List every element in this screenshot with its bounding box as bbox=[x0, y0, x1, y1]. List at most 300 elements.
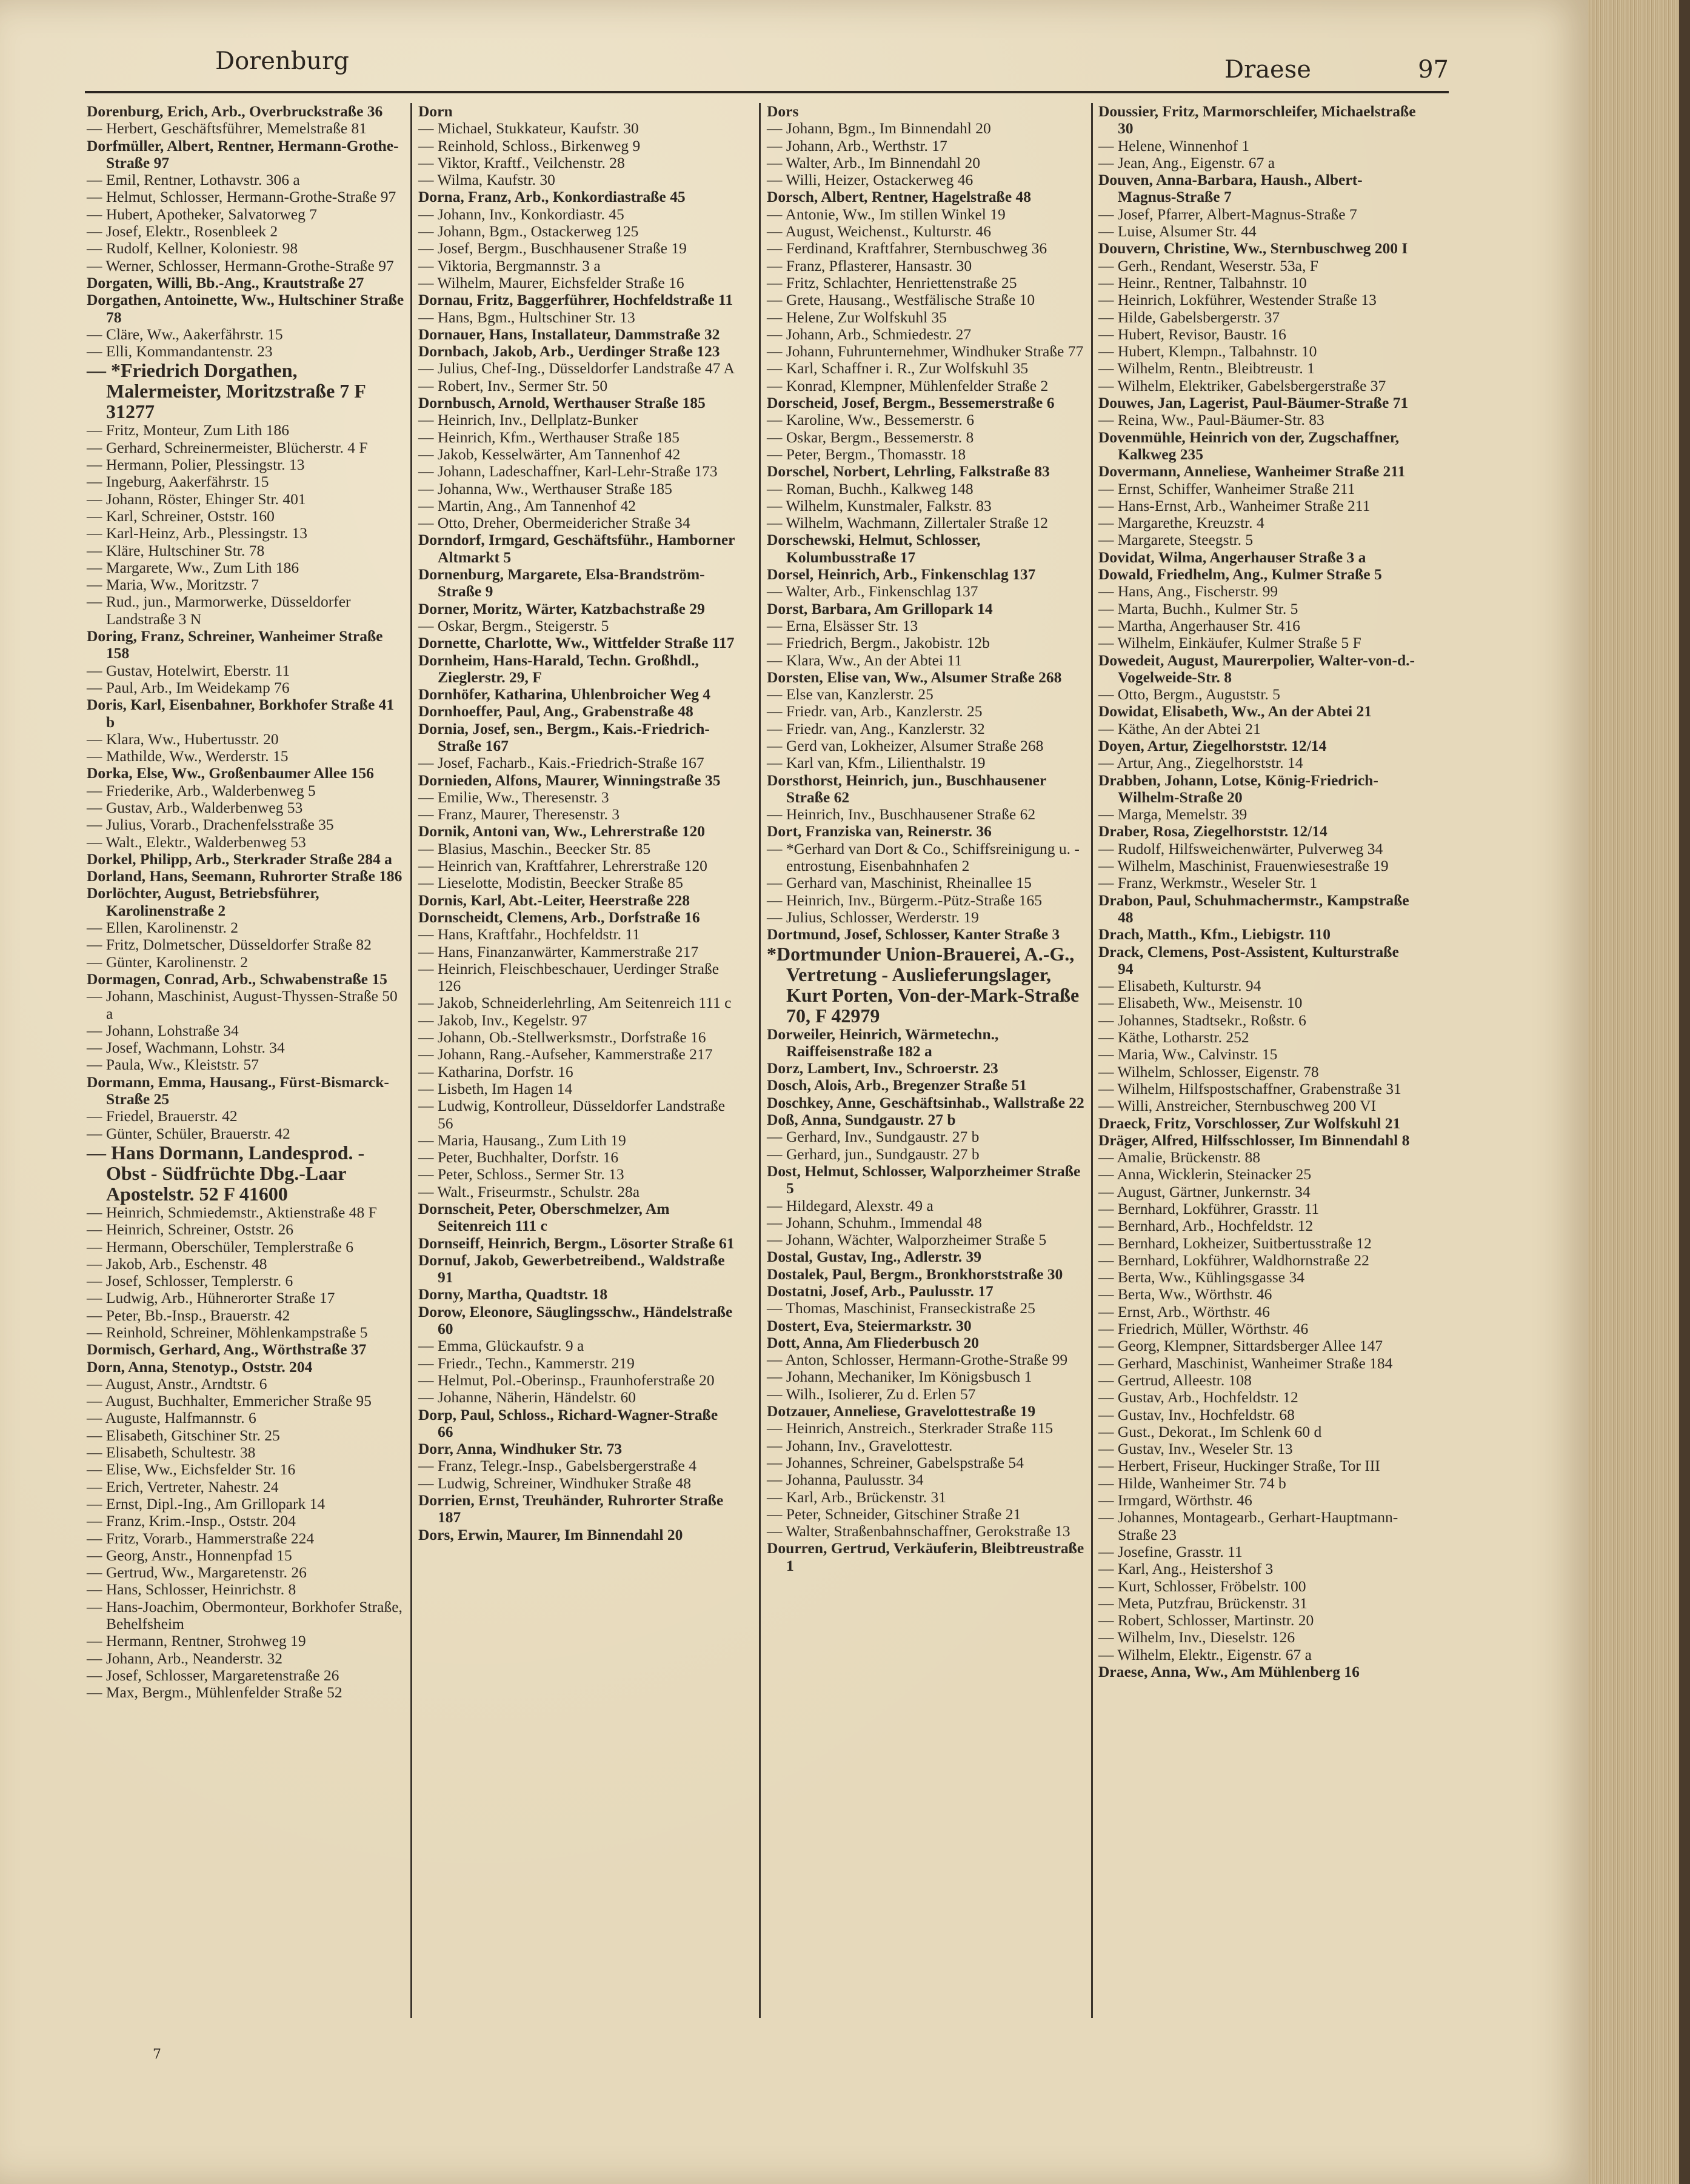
directory-entry: — Berta, Ww., Kühlingsgasse 34 bbox=[1098, 1268, 1304, 1287]
directory-entry: — Josef, Facharb., Kais.-Friedrich-Straße 167 bbox=[418, 754, 704, 772]
directory-entry: — Friederike, Arb., Walderbenweg 5 bbox=[87, 781, 316, 799]
directory-entry: — Werner, Schlosser, Hermann-Grothe-Straße 97 bbox=[87, 256, 394, 275]
directory-entry: — Helene, Winnenhof 1 bbox=[1098, 136, 1250, 155]
directory-entry: — Gustav, Inv., Weseler Str. 13 bbox=[1098, 1440, 1293, 1458]
directory-entry: — Fritz, Vorarb., Hammerstraße 224 bbox=[87, 1529, 315, 1547]
directory-entry: — Margarete, Steegstr. 5 bbox=[1098, 531, 1254, 549]
directory-entry: Dorn bbox=[418, 102, 453, 120]
directory-entry: — Ludwig, Arb., Hühnerorter Straße 17 bbox=[87, 1289, 335, 1307]
directory-entry: Doyen, Artur, Ziegelhorststr. 12/14 bbox=[1098, 736, 1327, 754]
directory-entry: — Josef, Pfarrer, Albert-Magnus-Straße 7 bbox=[1098, 205, 1357, 223]
directory-entry: — *Gerhard van Dort & Co., Schiffsreinigung u. -entrostung, Eisenbahnhafen 2 bbox=[767, 839, 1080, 875]
directory-entry: Dornscheit, Peter, Oberschmelzer, Am Seitenreich 111 c bbox=[418, 1200, 670, 1235]
directory-entry: — Heinrich, Schreiner, Oststr. 26 bbox=[87, 1220, 294, 1239]
directory-entry: — Lieselotte, Modistin, Beecker Straße 85 bbox=[418, 874, 683, 892]
directory-entry: — Wilhelm, Maschinist, Frauenwiesestraße 19 bbox=[1098, 857, 1389, 875]
directory-entry: Dowedeit, August, Maurerpolier, Walter-von-d.-Vogelweide-Str. 8 bbox=[1098, 651, 1415, 686]
directory-entry: — Johann, Mechaniker, Im Königsbusch 1 bbox=[767, 1368, 1032, 1386]
directory-entry: Dorgathen, Antoinette, Ww., Hultschiner Straße 78 bbox=[87, 291, 404, 326]
directory-entry: Dorndorf, Irmgard, Geschäftsführ., Hamborner Altmarkt 5 bbox=[418, 531, 735, 566]
directory-entry: Dovidat, Wilma, Angerhauser Straße 3 a bbox=[1098, 548, 1366, 566]
directory-entry: — Johanna, Paulusstr. 34 bbox=[767, 1471, 924, 1489]
directory-column-2 bbox=[418, 103, 736, 1543]
directory-entry: Dourren, Gertrud, Verkäuferin, Bleibtreustraße 1 bbox=[767, 1539, 1084, 1574]
directory-entry: — Gerhard, jun., Sundgaustr. 27 b bbox=[767, 1145, 980, 1163]
directory-entry: Dornis, Karl, Abt.-Leiter, Heerstraße 228 bbox=[418, 891, 690, 909]
directory-entry: — Hans Dormann, Landesprod. - Obst - Südfrüchte Dbg.-Laar Apostelstr. 52 F 41600 bbox=[87, 1141, 365, 1205]
directory-entry: — Klara, Ww., An der Abtei 11 bbox=[767, 651, 962, 669]
directory-entry: — Wilh., Isolierer, Zu d. Erlen 57 bbox=[767, 1385, 976, 1403]
directory-entry: — Karl, Ang., Heistershof 3 bbox=[1098, 1560, 1274, 1578]
directory-entry: — Wilma, Kaufstr. 30 bbox=[418, 171, 555, 189]
directory-entry: — Friedr. van, Arb., Kanzlerstr. 25 bbox=[767, 702, 983, 721]
directory-entry: — Maria, Hausang., Zum Lith 19 bbox=[418, 1131, 626, 1149]
directory-entry: — Karl, Schaffner i. R., Zur Wolfskuhl 35 bbox=[767, 359, 1029, 378]
directory-entry: — Hermann, Rentner, Strohweg 19 bbox=[87, 1632, 306, 1650]
directory-entry: — Artur, Ang., Ziegelhorststr. 14 bbox=[1098, 754, 1303, 772]
directory-entry: — Kläre, Hultschiner Str. 78 bbox=[87, 541, 265, 559]
directory-entry: — Wilhelm, Kunstmaler, Falkstr. 83 bbox=[767, 496, 992, 514]
directory-entry: — Heinrich, Anstreich., Sterkrader Straße 115 bbox=[767, 1419, 1054, 1437]
directory-entry: Dornik, Antoni van, Ww., Lehrerstraße 120 bbox=[418, 822, 705, 841]
directory-entry: Drach, Matth., Kfm., Liebigstr. 110 bbox=[1098, 925, 1331, 944]
directory-entry: — Günter, Karolinenstr. 2 bbox=[87, 953, 248, 971]
directory-entry: Dormann, Emma, Hausang., Fürst-Bismarck-Straße 25 bbox=[87, 1073, 389, 1108]
directory-entry: — Karl, Schreiner, Oststr. 160 bbox=[87, 507, 275, 525]
directory-entry: — Karoline, Ww., Bessemerstr. 6 bbox=[767, 411, 975, 429]
directory-column-3 bbox=[767, 103, 1085, 1574]
directory-entry: — Gerhard, Inv., Sundgaustr. 27 b bbox=[767, 1128, 980, 1146]
directory-entry: — Heinrich, Schmiedemstr., Aktienstraße 48 F bbox=[87, 1203, 377, 1221]
directory-entry: — Hilde, Gabelsbergerstr. 37 bbox=[1098, 308, 1280, 326]
directory-entry: — Johann, Rang.-Aufseher, Kammerstraße 217 bbox=[418, 1045, 713, 1064]
directory-entry: — Gerhard van, Maschinist, Rheinallee 15 bbox=[767, 874, 1032, 892]
directory-entry: Dornseiff, Heinrich, Bergm., Lösorter Straße 61 bbox=[418, 1234, 735, 1252]
directory-entry: — Josef, Bergm., Buschhausener Straße 19 bbox=[418, 239, 687, 258]
directory-entry: — Oskar, Bergm., Steigerstr. 5 bbox=[418, 616, 609, 634]
directory-entry: — Gust., Dekorat., Im Schlenk 60 d bbox=[1098, 1422, 1322, 1440]
directory-entry: Dorweiler, Heinrich, Wärmetechn., Raiffeisenstraße 182 a bbox=[767, 1025, 999, 1060]
directory-entry: — Viktor, Kraftf., Veilchenstr. 28 bbox=[418, 153, 625, 171]
directory-entry: Drabon, Paul, Schuhmachermstr., Kampstraße 48 bbox=[1098, 891, 1409, 926]
directory-entry: — Friedr. van, Ang., Kanzlerstr. 32 bbox=[767, 719, 985, 737]
directory-entry: — Willi, Anstreicher, Sternbuschweg 200 VI bbox=[1098, 1097, 1377, 1115]
page-number: 97 bbox=[1418, 56, 1449, 84]
directory-entry: Dornauer, Hans, Installateur, Dammstraße 32 bbox=[418, 325, 720, 343]
directory-entry: — Blasius, Maschin., Beecker Str. 85 bbox=[418, 839, 651, 857]
directory-entry: Dorner, Moritz, Wärter, Katzbachstraße 29 bbox=[418, 599, 705, 618]
directory-entry: Dräger, Alfred, Hilfsschlosser, Im Binnendahl 8 bbox=[1098, 1131, 1410, 1149]
directory-entry: — Martha, Angerhauser Str. 416 bbox=[1098, 616, 1300, 634]
directory-entry: Doris, Karl, Eisenbahner, Borkhofer Straße 41 b bbox=[87, 696, 395, 731]
directory-entry: — Robert, Inv., Sermer Str. 50 bbox=[418, 376, 608, 395]
directory-entry: — Hans, Kraftfahr., Hochfeldstr. 11 bbox=[418, 925, 640, 944]
directory-entry: — Friedel, Brauerstr. 42 bbox=[87, 1107, 238, 1125]
directory-entry: — Hermann, Polier, Plessingstr. 13 bbox=[87, 456, 305, 474]
directory-entry: — Margarethe, Kreuzstr. 4 bbox=[1098, 514, 1264, 532]
directory-entry: — Maria, Ww., Moritzstr. 7 bbox=[87, 576, 259, 594]
directory-entry: Dorsten, Elise van, Ww., Alsumer Straße 268 bbox=[767, 668, 1062, 686]
directory-entry: — Hans, Ang., Fischerstr. 99 bbox=[1098, 582, 1278, 601]
directory-entry: — Josef, Schlosser, Margaretenstraße 26 bbox=[87, 1666, 339, 1684]
directory-entry: — Gustav, Arb., Walderbenweg 53 bbox=[87, 798, 303, 816]
directory-entry: — Friedr., Techn., Kammerstr. 219 bbox=[418, 1354, 635, 1372]
directory-entry: — Marga, Memelstr. 39 bbox=[1098, 805, 1247, 824]
directory-entry: Dorz, Lambert, Inv., Schroerstr. 23 bbox=[767, 1059, 998, 1077]
directory-entry: — Helene, Zur Wolfskuhl 35 bbox=[767, 308, 947, 326]
directory-entry: — Irmgard, Wörthstr. 46 bbox=[1098, 1491, 1252, 1510]
directory-entry: — Gustav, Inv., Hochfeldstr. 68 bbox=[1098, 1405, 1295, 1423]
directory-entry: — Ernst, Schiffer, Wanheimer Straße 211 bbox=[1098, 479, 1355, 498]
directory-entry: — Franz, Pflasterer, Hansastr. 30 bbox=[767, 256, 972, 275]
directory-entry: — Grete, Hausang., Westfälische Straße 10 bbox=[767, 291, 1035, 309]
directory-entry: Dorka, Else, Ww., Großenbaumer Allee 156 bbox=[87, 764, 374, 782]
directory-entry: — Elisabeth, Gitschiner Str. 25 bbox=[87, 1426, 280, 1444]
directory-entry: — Johann, Arb., Schmiedestr. 27 bbox=[767, 325, 972, 343]
directory-entry: — Berta, Ww., Wörthstr. 46 bbox=[1098, 1285, 1272, 1303]
directory-entry: — Jean, Ang., Eigenstr. 67 a bbox=[1098, 153, 1275, 171]
directory-entry: Dornieden, Alfons, Maurer, Winningstraße 35 bbox=[418, 771, 721, 789]
directory-entry: — Wilhelm, Maurer, Eichsfelder Straße 16 bbox=[418, 273, 684, 291]
directory-entry: — Johannes, Stadtsekr., Roßstr. 6 bbox=[1098, 1011, 1306, 1029]
column-divider bbox=[1091, 103, 1093, 2018]
directory-entry: — Cläre, Ww., Aakerfährstr. 15 bbox=[87, 325, 283, 343]
directory-entry: — Katharina, Dorfstr. 16 bbox=[418, 1062, 573, 1080]
directory-entry: — Franz, Krim.-Insp., Oststr. 204 bbox=[87, 1512, 296, 1530]
directory-entry: — Wilhelm, Einkäufer, Kulmer Straße 5 F bbox=[1098, 634, 1361, 652]
directory-entry: — Peter, Buchhalter, Dorfstr. 16 bbox=[418, 1148, 619, 1167]
directory-entry: — Friedrich, Müller, Wörthstr. 46 bbox=[1098, 1320, 1309, 1338]
directory-entry: — Rud., jun., Marmorwerke, Düsseldorfer Landstraße 3 N bbox=[87, 593, 351, 628]
directory-entry: — Hubert, Revisor, Baustr. 16 bbox=[1098, 325, 1286, 343]
directory-entry: — Peter, Schloss., Sermer Str. 13 bbox=[418, 1165, 624, 1184]
directory-entry: Dott, Anna, Am Fliederbusch 20 bbox=[767, 1333, 979, 1351]
directory-entry: — Max, Bergm., Mühlenfelder Straße 52 bbox=[87, 1683, 342, 1702]
directory-entry: *Dortmunder Union-Brauerei, A.-G., Vertretung - Auslieferungslager, Kurt Porten, Von-der-Mark-Straße 70, F 42979 bbox=[767, 942, 1080, 1027]
directory-entry: — Walter, Straßenbahnschaffner, Gerokstraße 13 bbox=[767, 1522, 1070, 1540]
directory-entry: — Hildegard, Alexstr. 49 a bbox=[767, 1196, 934, 1214]
directory-entry: — Bernhard, Arb., Hochfeldstr. 12 bbox=[1098, 1217, 1314, 1235]
directory-entry: — Reinhold, Schreiner, Möhlenkampstraße 5 bbox=[87, 1323, 368, 1341]
directory-entry: — Hans, Schlosser, Heinrichstr. 8 bbox=[87, 1580, 296, 1599]
directory-entry: Dorsch, Albert, Rentner, Hagelstraße 48 bbox=[767, 188, 1032, 206]
directory-entry: — *Friedrich Dorgathen, Malermeister, Moritzstraße 7 F 31277 bbox=[87, 359, 366, 423]
directory-entry: Doussier, Fritz, Marmorschleifer, Michaelstraße 30 bbox=[1098, 102, 1416, 138]
directory-entry: — Peter, Schneider, Gitschiner Straße 21 bbox=[767, 1505, 1021, 1523]
directory-entry: — Oskar, Bergm., Bessemerstr. 8 bbox=[767, 428, 974, 446]
directory-entry: Dorp, Paul, Schloss., Richard-Wagner-Straße 66 bbox=[418, 1405, 718, 1440]
directory-entry: Dors bbox=[767, 102, 799, 120]
directory-entry: — Hermann, Oberschüler, Templerstraße 6 bbox=[87, 1237, 353, 1256]
directory-entry: — Meta, Putzfrau, Brückenstr. 31 bbox=[1098, 1594, 1308, 1612]
directory-entry: Dorow, Eleonore, Säuglingsschw., Händelstraße 60 bbox=[418, 1302, 733, 1338]
directory-entry: — Otto, Dreher, Obermeidericher Straße 34 bbox=[418, 514, 690, 532]
directory-entry: — Jakob, Arb., Eschenstr. 48 bbox=[87, 1254, 267, 1273]
directory-entry: — Hans, Finanzanwärter, Kammerstraße 217 bbox=[418, 942, 699, 960]
directory-entry: Douvern, Christine, Ww., Sternbuschweg 200 I bbox=[1098, 239, 1408, 258]
directory-entry: — Friedrich, Bergm., Jakobistr. 12b bbox=[767, 634, 990, 652]
directory-entry: Dosch, Alois, Arb., Bregenzer Straße 51 bbox=[767, 1076, 1027, 1094]
directory-entry: — Georg, Anstr., Honnenpfad 15 bbox=[87, 1546, 292, 1564]
directory-entry: Draber, Rosa, Ziegelhorststr. 12/14 bbox=[1098, 822, 1328, 841]
directory-entry: — Wilhelm, Elektr., Eigenstr. 67 a bbox=[1098, 1645, 1312, 1663]
directory-entry: — Gustav, Arb., Hochfeldstr. 12 bbox=[1098, 1388, 1298, 1407]
directory-entry: — Gerhard, Maschinist, Wanheimer Straße 184 bbox=[1098, 1354, 1393, 1372]
directory-entry: — Michael, Stukkateur, Kaufstr. 30 bbox=[418, 119, 639, 138]
directory-entry: — Amalie, Brückenstr. 88 bbox=[1098, 1148, 1261, 1167]
directory-entry: Dorna, Franz, Arb., Konkordiastraße 45 bbox=[418, 188, 686, 206]
directory-entry: — Heinrich, Inv., Buschhausener Straße 62 bbox=[767, 805, 1036, 824]
directory-entry: — Walter, Arb., Im Binnendahl 20 bbox=[767, 153, 980, 171]
directory-entry: — Wilhelm, Rentn., Bleibtreustr. 1 bbox=[1098, 359, 1315, 378]
directory-entry: Dorschel, Norbert, Lehrling, Falkstraße 83 bbox=[767, 462, 1050, 481]
directory-entry: Dorgaten, Willi, Bb.-Ang., Krautstraße 27 bbox=[87, 273, 364, 291]
directory-entry: — Johann, Maschinist, August-Thyssen-Straße 50 a bbox=[87, 987, 398, 1022]
directory-entry: — Julius, Schlosser, Werderstr. 19 bbox=[767, 908, 979, 926]
directory-entry: — Peter, Bergm., Thomasstr. 18 bbox=[767, 445, 966, 463]
directory-entry: — Ernst, Arb., Wörthstr. 46 bbox=[1098, 1302, 1270, 1320]
directory-entry: — Martin, Ang., Am Tannenhof 42 bbox=[418, 496, 636, 514]
directory-entry: Dornette, Charlotte, Ww., Wittfelder Straße 117 bbox=[418, 634, 735, 652]
directory-entry: — Johann, Inv., Gravelottestr. bbox=[767, 1436, 953, 1454]
directory-entry: — Emil, Rentner, Lothavstr. 306 a bbox=[87, 171, 300, 189]
directory-entry: Dornscheidt, Clemens, Arb., Dorfstraße 16 bbox=[418, 908, 700, 926]
directory-entry: Dornhöfer, Katharina, Uhlenbroicher Weg 4 bbox=[418, 685, 711, 704]
directory-entry: — Johann, Arb., Werthstr. 17 bbox=[767, 136, 947, 155]
directory-entry: — Hans-Ernst, Arb., Wanheimer Straße 211 bbox=[1098, 496, 1371, 514]
directory-entry: — Reina, Ww., Paul-Bäumer-Str. 83 bbox=[1098, 411, 1324, 429]
directory-entry: — Karl-Heinz, Arb., Plessingstr. 13 bbox=[87, 524, 308, 542]
directory-entry: — Ingeburg, Aakerfährstr. 15 bbox=[87, 473, 269, 491]
directory-entry: — Fritz, Schlachter, Henriettenstraße 25 bbox=[767, 273, 1017, 291]
directory-entry: — Emma, Glückaufstr. 9 a bbox=[418, 1337, 584, 1355]
directory-entry: — Johann, Fuhrunternehmer, Windhuker Straße 77 bbox=[767, 342, 1084, 361]
directory-entry: — August, Gärtner, Junkernstr. 34 bbox=[1098, 1182, 1311, 1200]
directory-entry: — Julius, Vorarb., Drachenfelsstraße 35 bbox=[87, 816, 334, 834]
directory-entry: — Gerhard, Schreinermeister, Blücherstr. 4 F bbox=[87, 438, 368, 456]
directory-entry: Dorr, Anna, Windhuker Str. 73 bbox=[418, 1440, 623, 1458]
directory-entry: — Johannes, Montagearb., Gerhart-Hauptmann-Straße 23 bbox=[1098, 1508, 1398, 1543]
directory-entry: — Willi, Heizer, Ostackerweg 46 bbox=[767, 171, 974, 189]
directory-entry: — Else van, Kanzlerstr. 25 bbox=[767, 685, 934, 704]
directory-entry: — Heinrich, Kfm., Werthauser Straße 185 bbox=[418, 428, 680, 446]
directory-entry: — Ellen, Karolinenstr. 2 bbox=[87, 919, 238, 937]
directory-entry: Dorenburg, Erich, Arb., Overbruckstraße 36 bbox=[87, 102, 383, 120]
directory-entry: — Hubert, Klempn., Talbahnstr. 10 bbox=[1098, 342, 1317, 361]
directory-entry: Doring, Franz, Schreiner, Wanheimer Straße 158 bbox=[87, 627, 383, 662]
directory-entry: — Viktoria, Bergmannstr. 3 a bbox=[418, 256, 601, 275]
directory-entry: — Antonie, Ww., Im stillen Winkel 19 bbox=[767, 205, 1006, 223]
directory-entry: Dovenmühle, Heinrich von der, Zugschaffner, Kalkweg 235 bbox=[1098, 428, 1400, 463]
directory-entry: Draeck, Fritz, Vorschlosser, Zur Wolfskuhl 21 bbox=[1098, 1114, 1401, 1132]
directory-entry: — Wilhelm, Hilfspostschaffner, Grabenstraße 31 bbox=[1098, 1079, 1401, 1097]
directory-entry: — Johann, Arb., Neanderstr. 32 bbox=[87, 1649, 282, 1667]
directory-entry: — Hans, Bgm., Hultschiner Str. 13 bbox=[418, 308, 635, 326]
directory-entry: — Kurt, Schlosser, Fröbelstr. 100 bbox=[1098, 1577, 1306, 1595]
directory-entry: — Rudolf, Hilfsweichenwärter, Pulverweg 34 bbox=[1098, 839, 1383, 857]
directory-entry: — Ludwig, Kontrolleur, Düsseldorfer Landstraße 56 bbox=[418, 1097, 726, 1132]
directory-entry: — Bernhard, Lokheizer, Suitbertusstraße 12 bbox=[1098, 1234, 1372, 1252]
directory-entry: — Johann, Ladeschaffner, Karl-Lehr-Straße 173 bbox=[418, 462, 718, 481]
directory-entry: — Wilhelm, Schlosser, Eigenstr. 78 bbox=[1098, 1062, 1319, 1080]
directory-entry: — August, Weichenst., Kulturstr. 46 bbox=[767, 222, 992, 241]
sheet-signature: 7 bbox=[153, 2047, 161, 2062]
directory-entry: Dorn, Anna, Stenotyp., Oststr. 204 bbox=[87, 1357, 313, 1376]
directory-entry: — Emilie, Ww., Theresenstr. 3 bbox=[418, 788, 609, 806]
directory-entry: Dornuf, Jakob, Gewerbetreibend., Waldstraße 91 bbox=[418, 1251, 725, 1287]
directory-entry: — Ferdinand, Kraftfahrer, Sternbuschweg 36 bbox=[767, 239, 1047, 258]
directory-column-1 bbox=[87, 103, 405, 1702]
directory-entry: — Johann, Schuhm., Immendal 48 bbox=[767, 1213, 982, 1231]
directory-entry: — Elise, Ww., Eichsfelder Str. 16 bbox=[87, 1460, 296, 1479]
directory-entry: — Josefine, Grasstr. 11 bbox=[1098, 1542, 1243, 1560]
directory-entry: — Jakob, Kesselwärter, Am Tannenhof 42 bbox=[418, 445, 681, 463]
directory-entry: Dostal, Gustav, Ing., Adlerstr. 39 bbox=[767, 1248, 981, 1266]
directory-entry: — Rudolf, Kellner, Koloniestr. 98 bbox=[87, 239, 298, 258]
directory-entry: — August, Anstr., Arndtstr. 6 bbox=[87, 1374, 267, 1393]
directory-entry: Dornbach, Jakob, Arb., Uerdinger Straße 123 bbox=[418, 342, 720, 361]
directory-entry: — Robert, Schlosser, Martinstr. 20 bbox=[1098, 1611, 1314, 1630]
directory-entry: — Johann, Ob.-Stellwerksmstr., Dorfstraße 16 bbox=[418, 1028, 706, 1047]
directory-entry: Dors, Erwin, Maurer, Im Binnendahl 20 bbox=[418, 1525, 683, 1543]
directory-entry: — Walt., Elektr., Walderbenweg 53 bbox=[87, 833, 306, 851]
directory-entry: Dornia, Josef, sen., Bergm., Kais.-Friedrich-Straße 167 bbox=[418, 719, 710, 754]
directory-entry: Dort, Franziska van, Reinerstr. 36 bbox=[767, 822, 992, 841]
directory-entry: Dornbusch, Arnold, Werthauser Straße 185 bbox=[418, 394, 706, 412]
directory-entry: — Gertrud, Alleestr. 108 bbox=[1098, 1371, 1252, 1389]
directory-entry: — Auguste, Halfmannstr. 6 bbox=[87, 1409, 256, 1427]
directory-entry: Dortmund, Josef, Schlosser, Kanter Straße 3 bbox=[767, 925, 1060, 944]
directory-entry: Dorkel, Philipp, Arb., Sterkrader Straße 284 a bbox=[87, 850, 392, 868]
directory-entry: — Gerh., Rendant, Weserstr. 53a, F bbox=[1098, 256, 1318, 275]
directory-entry: — Luise, Alsumer Str. 44 bbox=[1098, 222, 1257, 241]
directory-entry: — Anna, Wicklerin, Steinacker 25 bbox=[1098, 1165, 1312, 1184]
directory-entry: — Elli, Kommandantenstr. 23 bbox=[87, 342, 273, 361]
directory-entry: — Roman, Buchh., Kalkweg 148 bbox=[767, 479, 974, 498]
directory-entry: — Heinrich van, Kraftfahrer, Lehrerstraße 120 bbox=[418, 857, 707, 875]
directory-entry: — Helmut, Pol.-Oberinsp., Fraunhoferstraße 20 bbox=[418, 1371, 715, 1389]
directory-column-4 bbox=[1098, 103, 1417, 1680]
directory-entry: Dovermann, Anneliese, Wanheimer Straße 211 bbox=[1098, 462, 1406, 481]
directory-entry: — Günter, Schüler, Brauerstr. 42 bbox=[87, 1124, 290, 1142]
directory-entry: — Anton, Schlosser, Hermann-Grothe-Straße 99 bbox=[767, 1351, 1068, 1369]
directory-entry: — Heinrich, Fleischbeschauer, Uerdinger Straße 126 bbox=[418, 959, 720, 995]
directory-entry: — Elisabeth, Kulturstr. 94 bbox=[1098, 977, 1261, 995]
directory-entry: Dorst, Barbara, Am Grillopark 14 bbox=[767, 599, 993, 618]
directory-entry: Dornau, Fritz, Baggerführer, Hochfeldstraße 11 bbox=[418, 291, 733, 309]
directory-entry: — Josef, Schlosser, Templerstr. 6 bbox=[87, 1272, 293, 1290]
directory-entry: — Josef, Wachmann, Lohstr. 34 bbox=[87, 1039, 285, 1057]
directory-entry: — Johann, Inv., Konkordiastr. 45 bbox=[418, 205, 624, 223]
directory-entry: — Josef, Elektr., Rosenbleek 2 bbox=[87, 222, 278, 241]
directory-entry: — Fritz, Dolmetscher, Düsseldorfer Straße 82 bbox=[87, 936, 372, 954]
directory-entry: Dotzauer, Anneliese, Gravelottestraße 19 bbox=[767, 1402, 1036, 1420]
directory-entry: — Gerd van, Lokheizer, Alsumer Straße 268 bbox=[767, 736, 1044, 754]
directory-entry: — Heinrich, Inv., Dellplatz-Bunker bbox=[418, 411, 638, 429]
book-spine bbox=[1679, 0, 1690, 2184]
directory-entry: Dormagen, Conrad, Arb., Schwabenstraße 15 bbox=[87, 970, 387, 988]
directory-entry: — Reinhold, Schloss., Birkenweg 9 bbox=[418, 136, 641, 155]
directory-entry: — Hubert, Apotheker, Salvatorweg 7 bbox=[87, 205, 317, 223]
directory-entry: — Julius, Chef-Ing., Düsseldorfer Landstraße 47 A bbox=[418, 359, 735, 378]
directory-entry: — Johann, Wächter, Walporzheimer Straße 5 bbox=[767, 1231, 1047, 1249]
directory-entry: Douven, Anna-Barbara, Haush., Albert-Magnus-Straße 7 bbox=[1098, 171, 1363, 206]
directory-entry: — Helmut, Schlosser, Hermann-Grothe-Straße 97 bbox=[87, 188, 396, 206]
directory-entry: — Konrad, Klempner, Mühlenfelder Straße 2 bbox=[767, 376, 1049, 395]
directory-entry: Dowidat, Elisabeth, Ww., An der Abtei 21 bbox=[1098, 702, 1372, 721]
directory-entry: Dorrien, Ernst, Treuhänder, Ruhrorter Straße 187 bbox=[418, 1491, 724, 1526]
directory-entry: — Marta, Buchh., Kulmer Str. 5 bbox=[1098, 599, 1298, 618]
directory-entry: — Klara, Ww., Hubertusstr. 20 bbox=[87, 730, 279, 748]
directory-entry: — Elisabeth, Ww., Meisenstr. 10 bbox=[1098, 994, 1303, 1012]
directory-entry: Douwes, Jan, Lagerist, Paul-Bäumer-Straße 71 bbox=[1098, 394, 1409, 412]
directory-entry: — Walt., Friseurmstr., Schulstr. 28a bbox=[418, 1182, 640, 1200]
directory-entry: — Jakob, Inv., Kegelstr. 97 bbox=[418, 1011, 587, 1029]
directory-entry: — Käthe, An der Abtei 21 bbox=[1098, 719, 1261, 737]
directory-entry: Dorlöchter, August, Betriebsführer, Karolinenstraße 2 bbox=[87, 884, 319, 919]
directory-entry: Dostatni, Josef, Arb., Paulusstr. 17 bbox=[767, 1282, 994, 1300]
directory-entry: — Wilhelm, Inv., Dieselstr. 126 bbox=[1098, 1628, 1295, 1646]
directory-entry: — Otto, Bergm., Auguststr. 5 bbox=[1098, 685, 1280, 704]
directory-entry: — Johanna, Ww., Werthauser Straße 185 bbox=[418, 479, 672, 498]
directory-entry: — Franz, Maurer, Theresenstr. 3 bbox=[418, 805, 620, 824]
directory-entry: — Herbert, Friseur, Huckinger Straße, Tor III bbox=[1098, 1457, 1380, 1475]
directory-entry: Dornenburg, Margarete, Elsa-Brandström-Straße 9 bbox=[418, 565, 705, 601]
directory-entry: — Ludwig, Schreiner, Windhuker Straße 48 bbox=[418, 1474, 692, 1492]
directory-entry: Dorfmüller, Albert, Rentner, Hermann-Grothe-Straße 97 bbox=[87, 136, 399, 171]
directory-entry: — Heinrich, Inv., Bürgerm.-Pütz-Straße 165 bbox=[767, 891, 1042, 909]
directory-entry: — Erna, Elsässer Str. 13 bbox=[767, 616, 918, 634]
directory-entry: — Wilhelm, Elektriker, Gabelsbergerstraße 37 bbox=[1098, 376, 1386, 395]
directory-entry: — Peter, Bb.-Insp., Brauerstr. 42 bbox=[87, 1306, 290, 1324]
directory-entry: — Erich, Vertreter, Nahestr. 24 bbox=[87, 1477, 279, 1496]
directory-entry: — Lisbeth, Im Hagen 14 bbox=[418, 1079, 573, 1097]
directory-entry: Dowald, Friedhelm, Ang., Kulmer Straße 5 bbox=[1098, 565, 1382, 584]
directory-entry: — Bernhard, Lokführer, Waldhornstraße 22 bbox=[1098, 1251, 1369, 1269]
directory-entry: — Paula, Ww., Kleiststr. 57 bbox=[87, 1056, 259, 1074]
directory-entry: — Herbert, Geschäftsführer, Memelstraße 81 bbox=[87, 119, 367, 138]
directory-entry: Doschkey, Anne, Geschäftsinhab., Wallstraße 22 bbox=[767, 1093, 1084, 1111]
directory-entry: — Fritz, Monteur, Zum Lith 186 bbox=[87, 421, 289, 439]
directory-entry: — Heinr., Rentner, Talbahnstr. 10 bbox=[1098, 273, 1307, 291]
directory-entry: Dorscheid, Josef, Bergm., Bessemerstraße 6 bbox=[767, 394, 1055, 412]
column-divider bbox=[759, 103, 761, 2018]
directory-entry: — Johannes, Schreiner, Gabelspstraße 54 bbox=[767, 1453, 1024, 1471]
directory-entry: — Johanne, Näherin, Händelstr. 60 bbox=[418, 1388, 636, 1407]
directory-entry: — Georg, Klempner, Sittardsberger Allee 147 bbox=[1098, 1337, 1383, 1355]
directory-entry: — August, Buchhalter, Emmericher Straße 95 bbox=[87, 1392, 372, 1410]
directory-entry: Draese, Anna, Ww., Am Mühlenberg 16 bbox=[1098, 1663, 1360, 1681]
directory-entry: Dormisch, Gerhard, Ang., Wörthstraße 37 bbox=[87, 1340, 367, 1359]
directory-entry: — Paul, Arb., Im Weidekamp 76 bbox=[87, 678, 290, 696]
directory-entry: — Franz, Werkmstr., Weseler Str. 1 bbox=[1098, 874, 1318, 892]
directory-entry: Dost, Helmut, Schlosser, Walporzheimer Straße 5 bbox=[767, 1162, 1081, 1197]
directory-entry: Dorny, Martha, Quadtstr. 18 bbox=[418, 1285, 608, 1303]
directory-entry: — Elisabeth, Schultestr. 38 bbox=[87, 1443, 256, 1462]
directory-entry: — Johann, Bgm., Ostackerweg 125 bbox=[418, 222, 639, 241]
directory-entry: — Johann, Röster, Ehinger Str. 401 bbox=[87, 490, 306, 508]
column-divider bbox=[410, 103, 412, 2018]
directory-entry: Dorland, Hans, Seemann, Ruhrorter Straße 186 bbox=[87, 867, 402, 885]
directory-entry: Dostert, Eva, Steiermarkstr. 30 bbox=[767, 1316, 972, 1334]
book-page-edges bbox=[1588, 0, 1690, 2184]
directory-entry: — Heinrich, Lokführer, Westender Straße 13 bbox=[1098, 291, 1377, 309]
directory-entry: — Margarete, Ww., Zum Lith 186 bbox=[87, 558, 299, 576]
directory-entry: — Wilhelm, Wachmann, Zillertaler Straße 12 bbox=[767, 514, 1049, 532]
directory-entry: — Johann, Bgm., Im Binnendahl 20 bbox=[767, 119, 991, 138]
directory-entry: Doß, Anna, Sundgaustr. 27 b bbox=[767, 1111, 956, 1129]
directory-entry: — Ernst, Dipl.-Ing., Am Grillopark 14 bbox=[87, 1494, 326, 1513]
